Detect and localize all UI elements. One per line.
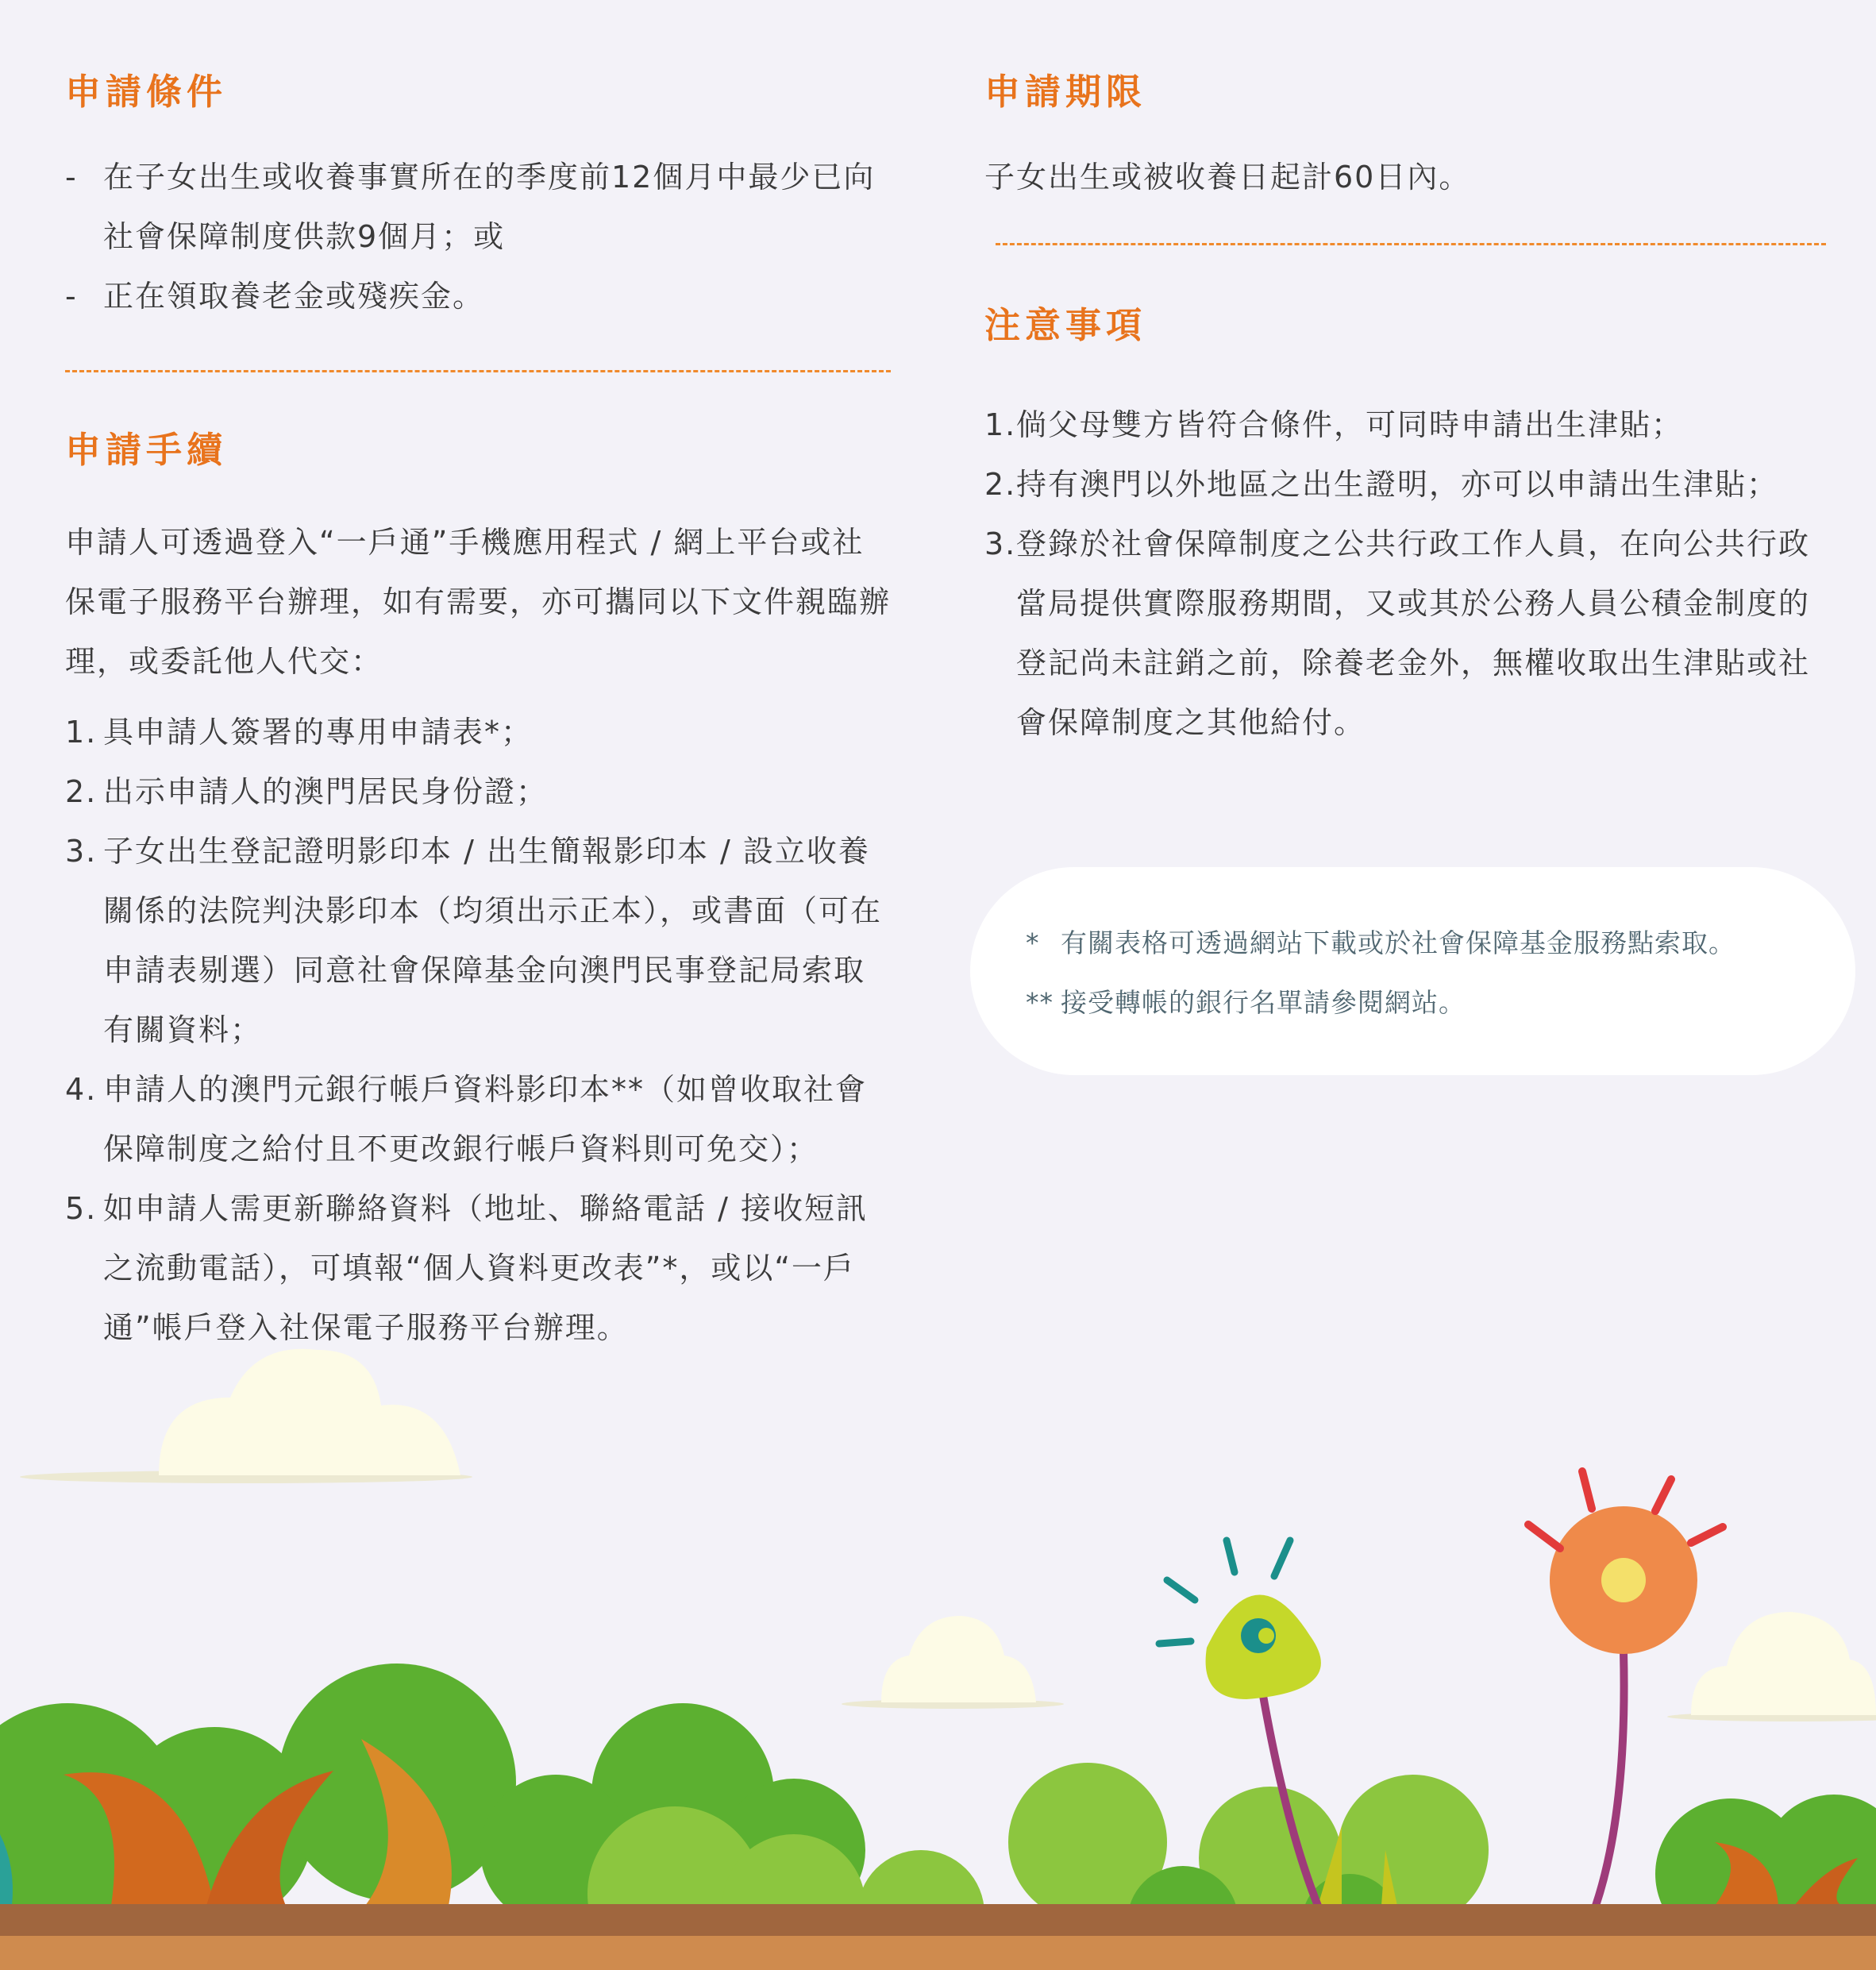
deadline-text: 子女出生或被收養日起計60日內。 xyxy=(984,160,1471,195)
list-item xyxy=(65,703,891,762)
notes-list xyxy=(984,395,1810,753)
list-item xyxy=(984,515,1810,753)
list-item xyxy=(984,455,1810,515)
list-marker: 1. xyxy=(984,407,1017,442)
list-item-text: 登錄於社會保障制度之公共行政工作人員，在向公共行政當局提供實際服務期間，又或其於公務人員公積金制度的登記尚未註銷之前，除養老金外，無權收取出生津貼或社會保障制度之其他給付。 xyxy=(1016,526,1811,740)
conditions-heading: 申請條件 xyxy=(65,71,228,113)
procedure-heading: 申請手續 xyxy=(65,429,228,471)
list-item-text: 持有澳門以外地區之出生證明，亦可以申請出生津貼； xyxy=(1016,467,1779,502)
footnote-marker: * xyxy=(1026,927,1040,958)
divider xyxy=(65,370,891,372)
list-marker: 2. xyxy=(65,774,98,809)
list-marker: - xyxy=(65,160,78,195)
conditions-list xyxy=(65,148,891,326)
procedure-intro: 申請人可透過登入“一戶通”手機應用程式 / 網上平台或社保電子服務平台辦理，如有需要，亦可攜同以下文件親臨辦理，或委託他人代交： xyxy=(65,525,892,679)
list-item-text: 倘父母雙方皆符合條件，可同時申請出生津貼； xyxy=(1016,407,1684,442)
list-marker: 3. xyxy=(984,526,1017,561)
list-item-text: 子女出生登記證明影印本 / 出生簡報影印本 / 設立收養關係的法院判決影印本（均須出示正本），或書面（可在申請表剔選）同意社會保障基金向澳門民事登記局索取有關資料； xyxy=(103,834,883,1047)
list-marker: - xyxy=(65,279,78,314)
footnote-text: 有關表格可透過網站下載或於社會保障基金服務點索取。 xyxy=(1061,927,1735,958)
list-marker: 3. xyxy=(65,834,98,869)
footnote-marker: ** xyxy=(1026,987,1054,1018)
list-item xyxy=(984,395,1810,455)
divider xyxy=(996,243,1826,245)
list-item-text: 申請人的澳門元銀行帳戶資料影印本**（如曾收取社會保障制度之給付且不更改銀行帳戶資料則可免交）； xyxy=(103,1072,868,1166)
list-item xyxy=(65,148,891,267)
cloud-icon xyxy=(20,1349,472,1483)
cloud-icon xyxy=(842,1616,1064,1709)
landscape-illustration xyxy=(0,873,1876,1970)
list-item-text: 在子女出生或收養事實所在的季度前12個月中最少已向社會保障制度供款9個月；或 xyxy=(103,160,876,254)
list-marker: 4. xyxy=(65,1072,98,1107)
list-item-text: 具申請人簽署的專用申請表*； xyxy=(103,715,534,750)
deadline-heading: 申請期限 xyxy=(984,71,1147,113)
ground xyxy=(0,1904,1876,1936)
ground xyxy=(0,1936,1876,1970)
list-marker: 1. xyxy=(65,715,98,750)
list-item-text: 出示申請人的澳門居民身份證； xyxy=(103,774,549,809)
list-marker: 2. xyxy=(984,467,1017,502)
list-marker: 5. xyxy=(65,1191,98,1226)
list-item xyxy=(65,267,891,326)
notes-heading: 注意事項 xyxy=(984,304,1147,346)
footnote-text: 接受轉帳的銀行名單請參閱網站。 xyxy=(1061,987,1466,1018)
list-item-text: 正在領取養老金或殘疾金。 xyxy=(103,279,485,314)
cloud-icon xyxy=(1667,1612,1876,1721)
list-item-text: 如申請人需更新聯絡資料（地址、聯絡電話 / 接收短訊之流動電話），可填報“個人資料更改表”*，或以“一戶通”帳戶登入社保電子服務平台辦理。 xyxy=(103,1191,868,1345)
list-item xyxy=(65,762,891,822)
